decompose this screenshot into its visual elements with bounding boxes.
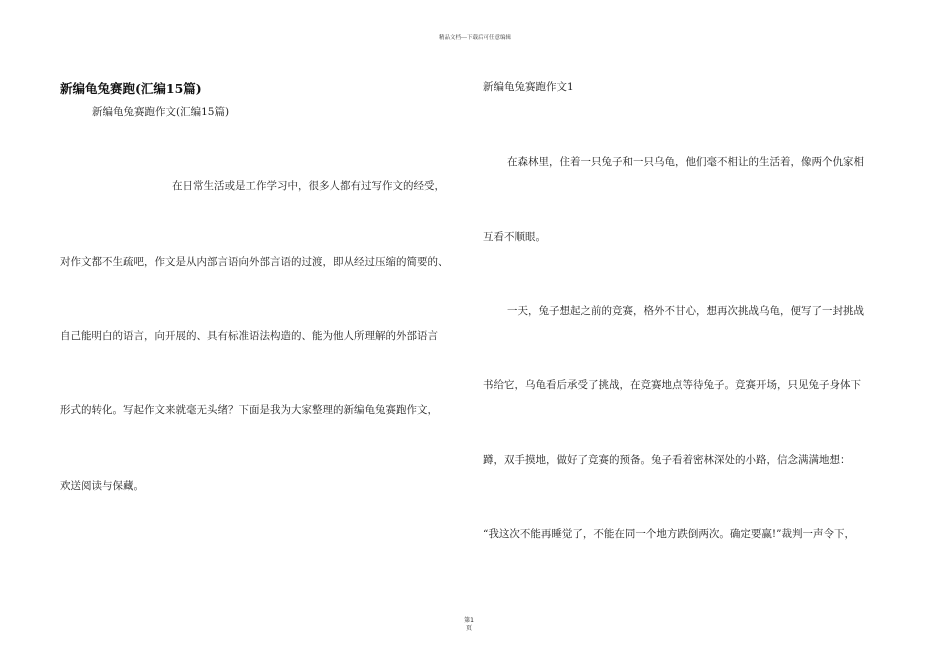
right-paragraph-line: 书给它，乌龟看后承受了挑战，在竞赛地点等待兔子。竞赛开场，只见兔子身体下 [483,379,861,391]
essay-heading: 新编龟兔赛跑作文1 [483,81,574,93]
left-paragraph-line: 形式的转化。写起作文来就毫无头绪？下面是我为大家整理的新编龟兔赛跑作文， [60,404,438,416]
left-paragraph-line: 在日常生活或是工作学习中，很多人都有过写作文的经受， [172,180,445,192]
page-number-line2: 页 [465,625,472,632]
page-number-line1: 第1 [464,617,474,624]
right-paragraph-line: 互看不顺眼。 [483,231,546,243]
page-number [462,617,476,633]
document-subtitle: 新编龟兔赛跑作文(汇编15篇) [92,106,230,118]
left-paragraph-line: 欢送阅读与保藏。 [60,480,144,492]
page-header: 精品文档---下载后可任意编辑 [439,35,511,41]
right-paragraph-line: “我这次不能再睡觉了，不能在同一个地方跌倒两次。确定要赢!”裁判一声令下， [483,528,855,540]
left-paragraph-line: 对作文都不生疏吧，作文是从内部言语向外部言语的过渡，即从经过压缩的简要的、 [60,256,449,268]
document-title: 新编龟兔赛跑(汇编15篇) [60,81,202,96]
right-paragraph-line: 在森林里，住着一只兔子和一只乌龟，他们毫不相让的生活着，像两个仇家相 [507,156,864,168]
left-paragraph-line: 自己能明白的语言，向开展的、具有标准语法构造的、能为他人所理解的外部语言 [60,330,438,342]
right-paragraph-line: 一天，兔子想起之前的竞赛，格外不甘心，想再次挑战乌龟，便写了一封挑战 [507,305,864,317]
right-paragraph-line: 蹲，双手摸地，做好了竞赛的预备。兔子看着密林深处的小路，信念满满地想： [483,454,851,466]
